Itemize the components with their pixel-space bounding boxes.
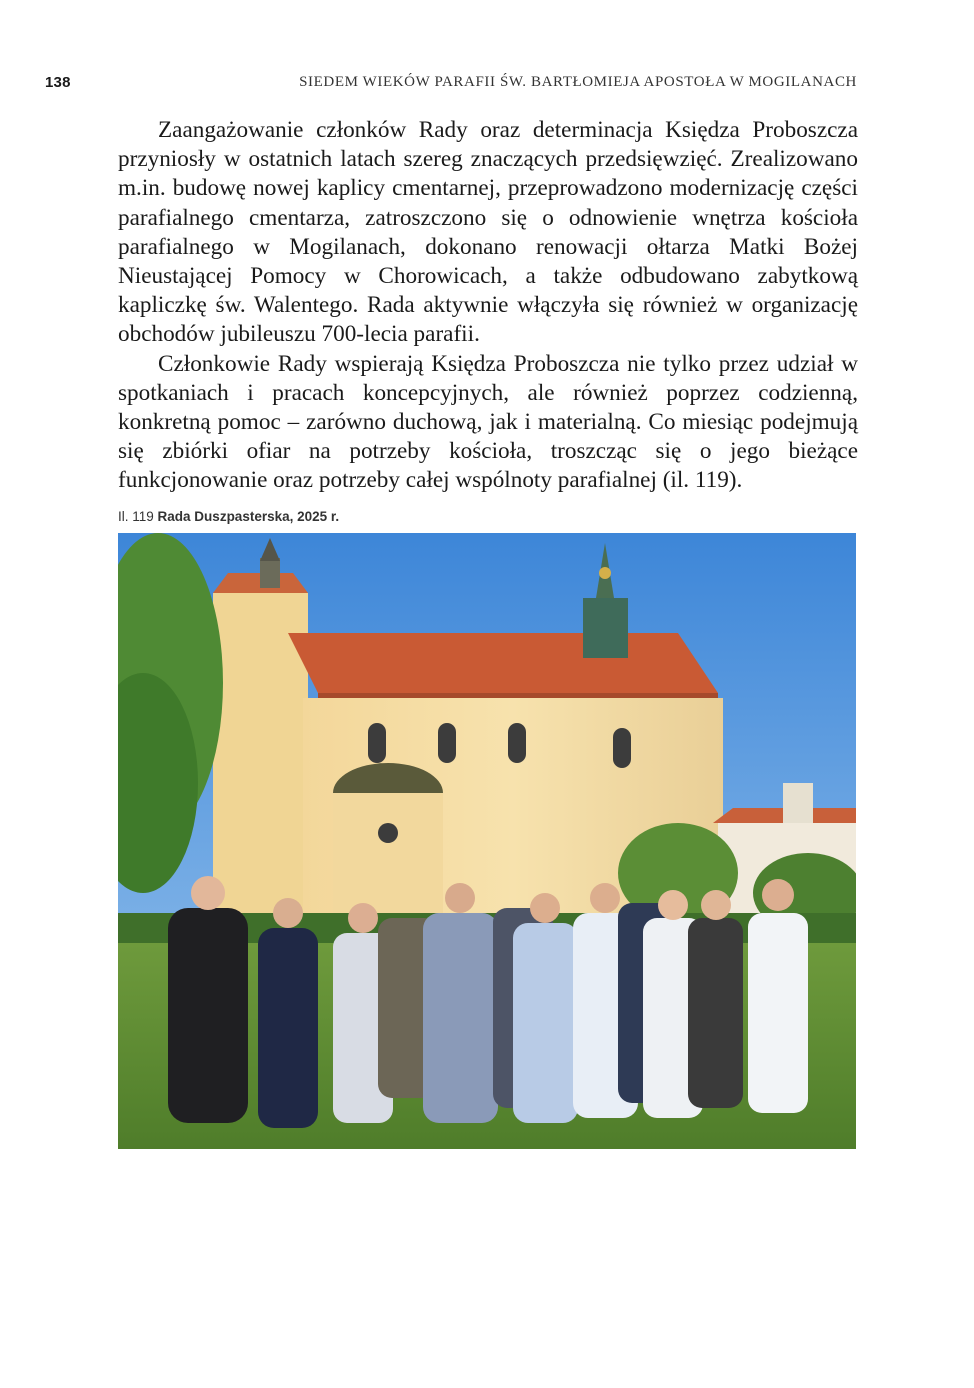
group-photo (118, 533, 856, 1149)
body-text (118, 116, 858, 496)
paragraph: Zaangażowanie członków Rady oraz determinacja Księdza Proboszcza przyniosły w ostatnich latach szereg znaczących przedsięwzięć. Zrealizowano m.in. budowę nowej kaplicy cmentarnej, przeprowadzono modernizację części parafialnego cmentarza, zatroszczono się o odnowienie wnętrza kościoła parafialnego w Mogilanach, dokonano renowacji ołtarza Matki Bożej Nieustającej Pomocy w Chorowicach, a także odbudowano zabytkową kapliczkę św. Walentego. Rada aktywnie włączyła się również w organizację obchodów jubileuszu 700-lecia parafii. (118, 117, 858, 348)
caption-label: Il. 119 (118, 509, 154, 524)
running-header: SIEDEM WIEKÓW PARAFII ŚW. BARTŁOMIEJA APOSTOŁA W MOGILANACH (299, 74, 857, 90)
paragraph: Członkowie Rady wspierają Księdza Proboszcza nie tylko przez udział w spotkaniach i pracach koncepcyjnych, ale również poprzez codzienną, konkretną pomoc – zarówno duchową, jak i materialną. Co miesiąc podejmują się zbiórki ofiar na potrzeby kościoła, troszcząc się o jego bieżące funkcjonowanie oraz potrzeby całej wspólnoty parafialnej (il. 119). (118, 350, 858, 494)
page-number: 138 (45, 74, 71, 91)
figure-caption (118, 509, 339, 524)
photo-illustration (118, 533, 856, 1149)
caption-title: Rada Duszpasterska, 2025 r. (157, 509, 340, 524)
